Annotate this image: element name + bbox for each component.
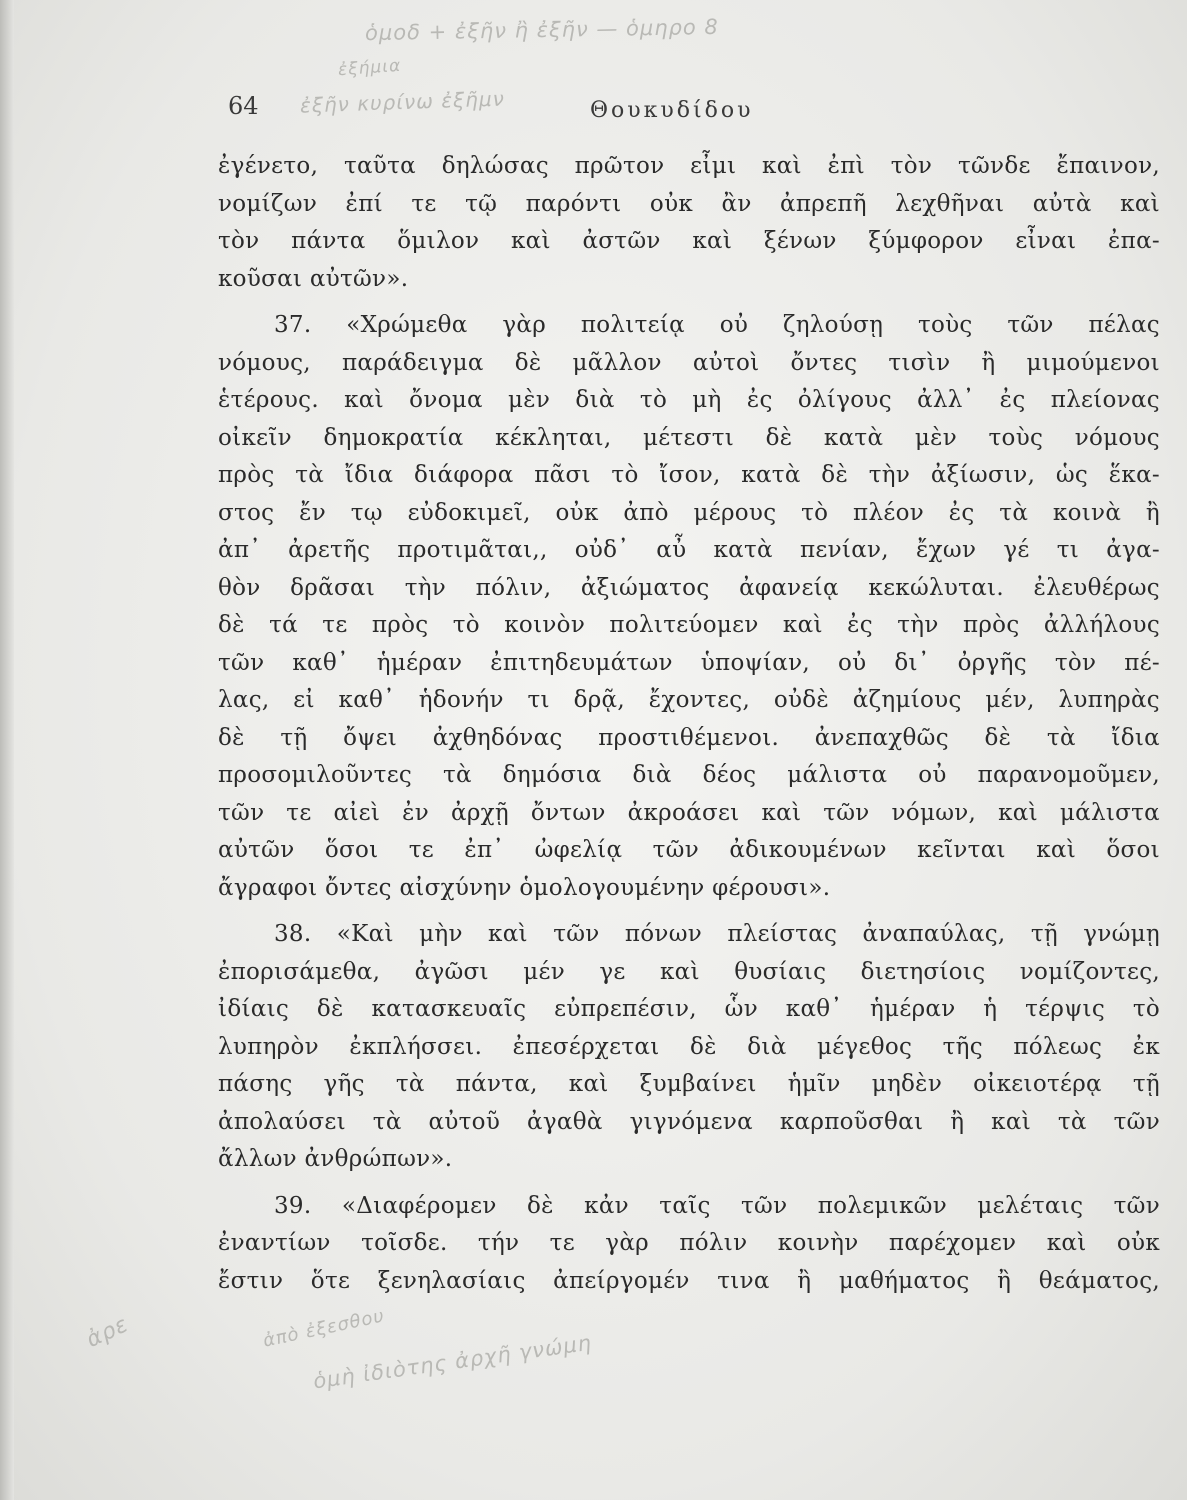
text-line: ἔστιν ὅτε ξενηλασίαις ἀπείργομέν τινα ἢ μαθήματος ἢ θεάματος, xyxy=(218,1267,1160,1294)
text-line: ἀπολαύσει τὰ αὐτοῦ ἀγαθὰ γιγνόμενα καρποῦσθαι ἢ καὶ τὰ τῶν xyxy=(218,1108,1160,1135)
page-header xyxy=(228,92,1158,132)
text-line: ἑτέρους. καὶ ὄνομα μὲν διὰ τὸ μὴ ἐς ὀλίγους ἀλλ᾽ ἐς πλείονας xyxy=(218,387,1160,413)
text-line: τὸν πάντα ὅμιλον καὶ ἀστῶν καὶ ξένων ξύμφορον εἶναι ἐπα- xyxy=(218,228,1160,254)
paragraph-39 xyxy=(218,1188,1160,1301)
paragraph-1 xyxy=(218,148,1160,298)
text-line: θὸν δρᾶσαι τὴν πόλιν, ἀξιώματος ἀφανείᾳ κεκώλυται. ἐλευθέρως xyxy=(218,574,1160,601)
page-number: 64 xyxy=(228,92,259,120)
text-line: προσομιλοῦντες τὰ δημόσια διὰ δέος μάλιστα οὐ παρανομοῦμεν, xyxy=(218,762,1160,788)
running-title: Θουκυδίδου xyxy=(590,98,754,123)
text-line: ἄγραφοι ὄντες αἰσχύνην ὁμολογουμένην φέρουσι». xyxy=(218,874,831,901)
text-line: νόμους, παράδειγμα δὲ μᾶλλον αὐτοὶ ὄντες τισὶν ἢ μιμούμενοι xyxy=(218,349,1160,376)
text-line: ἐπορισάμεθα, ἀγῶσι μέν γε καὶ θυσίαις διετησίοις νομίζοντες, xyxy=(218,958,1160,985)
text-line: δὲ τῇ ὄψει ἀχθηδόνας προστιθέμενοι. ἀνεπαχθῶς δὲ τὰ ἴδια xyxy=(218,724,1160,751)
pencil-note-top-1: ὁμοδ + ἐξῆν ἢ ἐξῆν — ὁμηρο 8 xyxy=(364,14,719,46)
text-line: αὐτῶν ὅσοι τε ἐπ᾽ ὠφελίᾳ τῶν ἀδικουμένων κεῖνται καὶ ὅσοι xyxy=(218,837,1160,863)
text-line: ἄλλων ἀνθρώπων». xyxy=(218,1146,453,1172)
text-line: πρὸς τὰ ἴδια διάφορα πᾶσι τὸ ἴσον, κατὰ δὲ τὴν ἀξίωσιν, ὡς ἕκα- xyxy=(218,462,1160,488)
text-line: ἐναντίων τοῖσδε. τήν τε γὰρ πόλιν κοινὴν παρέχομεν καὶ οὐκ xyxy=(218,1230,1160,1256)
text-line: στος ἔν τῳ εὐδοκιμεῖ, οὐκ ἀπὸ μέρους τὸ πλέον ἐς τὰ κοινὰ ἢ xyxy=(218,499,1160,526)
pencil-note-bottom-3: ὁμὴ ἰδιὸτης ἀρχῆ γνώμη xyxy=(311,1330,594,1394)
text-line: νομίζων ἐπί τε τῷ παρόντι οὐκ ἂν ἀπρεπῆ λεχθῆναι αὐτὰ καὶ xyxy=(218,190,1160,217)
text-line: λυπηρὸν ἐκπλήσσει. ἐπεσέρχεται δὲ διὰ μέγεθος τῆς πόλεως ἐκ xyxy=(218,1033,1160,1060)
pencil-note-bottom-1: ἀρε xyxy=(82,1312,133,1353)
text-line: 38. «Καὶ μὴν καὶ τῶν πόνων πλείστας ἀναπαύλας, τῇ γνώμῃ xyxy=(274,921,1160,947)
text-line: 37. «Χρώμεθα γὰρ πολιτείᾳ οὐ ζηλούσῃ τοὺς τῶν πέλας xyxy=(274,312,1160,338)
text-line: 39. «Διαφέρομεν δὲ κἀν ταῖς τῶν πολεμικῶν μελέταις τῶν xyxy=(274,1192,1160,1219)
text-line: πάσης γῆς τὰ πάντα, καὶ ξυμβαίνει ἡμῖν μηδὲν οἰκειοτέρᾳ τῇ xyxy=(218,1071,1160,1097)
text-line: τῶν καθ᾽ ἡμέραν ἐπιτηδευμάτων ὑποψίαν, οὐ δι᾽ ὀργῆς τὸν πέ- xyxy=(218,649,1160,676)
pencil-note-bottom-2: ἀπὸ ἐξεσθου xyxy=(261,1305,387,1352)
text-line: οἰκεῖν δημοκρατία κέκληται, μέτεστι δὲ κατὰ μὲν τοὺς νόμους xyxy=(218,424,1160,451)
pencil-note-top-3: ἐξῆν κυρίνω ἐξῆμν xyxy=(299,86,506,118)
text-line: ἀπ᾽ ἀρετῆς προτιμᾶται,, οὐδ᾽ αὖ κατὰ πενίαν, ἔχων γέ τι ἀγα- xyxy=(218,537,1160,563)
text-line: τῶν τε αἰεὶ ἐν ἀρχῇ ὄντων ἀκροάσει καὶ τῶν νόμων, καὶ μάλιστα xyxy=(218,799,1160,826)
pencil-note-top-2: ἐξήμια xyxy=(337,55,402,81)
text-line: κοῦσαι αὐτῶν». xyxy=(218,265,409,292)
text-line: ἐγένετο, ταῦτα δηλώσας πρῶτον εἶμι καὶ ἐπὶ τὸν τῶνδε ἔπαινον, xyxy=(218,153,1160,179)
text-line: ἰδίαις δὲ κατασκευαῖς εὐπρεπέσιν, ὧν καθ᾽ ἡμέραν ἡ τέρψις τὸ xyxy=(218,996,1160,1022)
paragraph-37 xyxy=(218,307,1160,907)
page-binding-shadow xyxy=(0,0,14,1500)
paragraph-38 xyxy=(218,916,1160,1179)
body-text xyxy=(218,148,1160,1300)
text-line: λας, εἰ καθ᾽ ἡδονήν τι δρᾷ, ἔχοντες, οὐδὲ ἀζημίους μέν, λυπηρὰς xyxy=(218,687,1160,713)
text-line: δὲ τά τε πρὸς τὸ κοινὸν πολιτεύομεν καὶ ἐς τὴν πρὸς ἀλλήλους xyxy=(218,612,1160,638)
